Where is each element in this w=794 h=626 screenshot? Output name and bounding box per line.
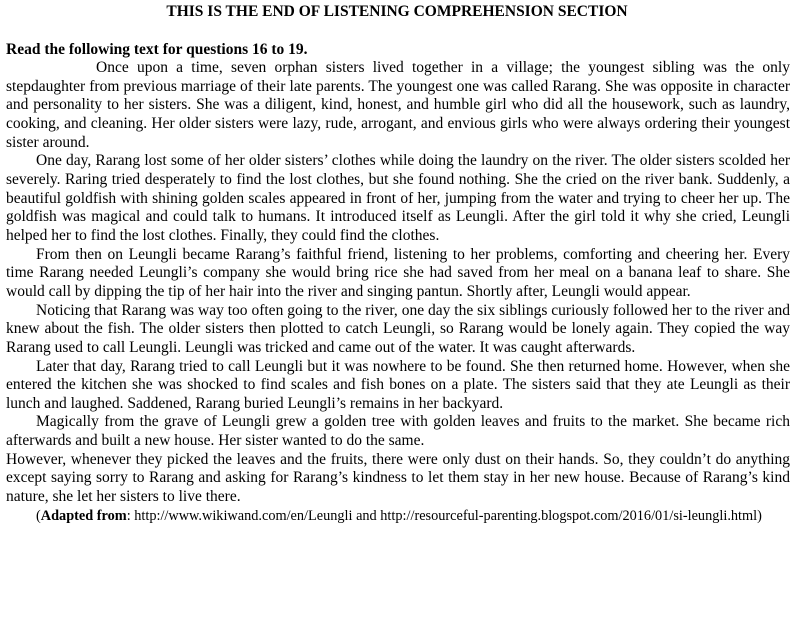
paragraph-4: Noticing that Rarang was way too often going to the river, one day the six siblings curiously followed her to the river and knew about the fish. The older sisters then plotted to catch Leungli, so Rarang would be lonely again. They copied the way Rarang used to call Leungli. Leungli was tricked and came out of the water. It was caught afterwards. xyxy=(6,301,790,356)
source-label: Adapted from xyxy=(40,507,127,524)
source-open-paren: ( xyxy=(36,507,41,524)
paragraph-2: One day, Rarang lost some of her older sisters’ clothes while doing the laundry on the river. The older sisters scolded her severely. Raring tried desperately to find the lost clothes, but she found nothing. She the cried on the river bank. Suddenly, a beautiful goldfish with shining golden scales appeared in front of her, jumping from the water and trying to cheer her up. The goldfish was magical and could talk to humans. It introduced itself as Leungli. After the girl told it why she cried, Leungli helped her to find the lost clothes. Finally, they could find the clothes. xyxy=(6,152,790,244)
source-citation xyxy=(6,507,790,526)
story-text xyxy=(6,59,790,525)
reading-instruction: Read the following text for questions 16 to 19. xyxy=(6,41,308,58)
paragraph-1: Once upon a time, seven orphan sisters lived together in a village; the youngest sibling was the only stepdaughter from previous marriage of their late parents. The youngest one was called Rarang. She was opposite in character and personality to her sisters. She was a diligent, kind, honest, and humble girl who did all the housework, such as laundry, cooking, and cleaning. Her older sisters were lazy, rude, arrogant, and envious girls who were always ordering their youngest sister around. xyxy=(6,59,790,151)
paragraph-7: However, whenever they picked the leaves and the fruits, there were only dust on their hands. So, they couldn’t do anything except saying sorry to Rarang and asking for Rarang’s kindness to let them stay in her new house. Because of Rarang’s kind nature, she let her sisters to live there. xyxy=(6,450,790,506)
paragraph-5: Later that day, Rarang tried to call Leungli but it was nowhere to be found. She then returned home. However, when she entered the kitchen she was shocked to find scales and fish bones on a plate. The sisters said that they ate Leungli as their lunch and laughed. Saddened, Rarang buried Leungli’s remains in her backyard. xyxy=(6,357,790,412)
section-title: THIS IS THE END OF LISTENING COMPREHENSION SECTION xyxy=(166,3,628,20)
paragraph-3: From then on Leungli became Rarang’s faithful friend, listening to her problems, comforting and cheering her. Every time Rarang needed Leungli’s company she would bring rice she had saved from her meal on a banana leaf to share. She would call by dipping the tip of her hair into the river and singing pantun. Shortly after, Leungli would appear. xyxy=(6,245,790,300)
source-links: : http://www.wikiwand.com/en/Leungli and http://resourceful-parenting.blogspot.com/2016/01/si-leungli.html) xyxy=(126,507,762,524)
paragraph-6: Magically from the grave of Leungli grew a golden tree with golden leaves and fruits to the market. She became rich afterwards and built a new house. Her sister wanted to do the same. xyxy=(6,413,790,450)
